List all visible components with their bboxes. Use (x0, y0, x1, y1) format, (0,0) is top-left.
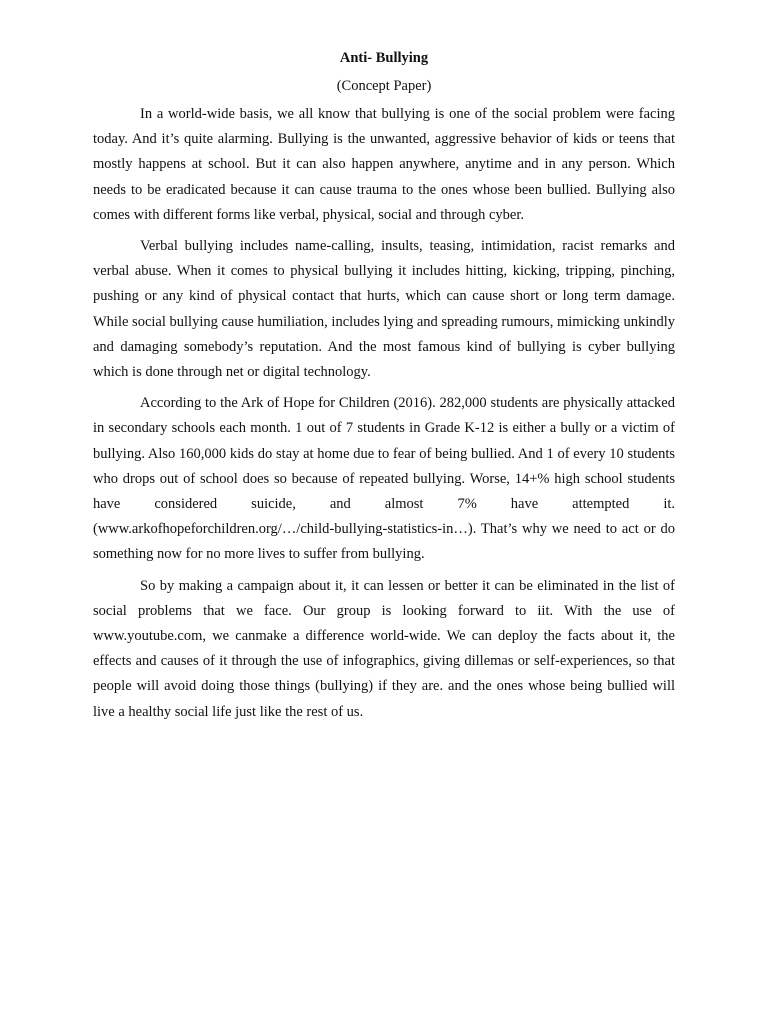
document-subtitle: (Concept Paper) (336, 78, 432, 94)
document-body (93, 48, 675, 731)
paragraph-types-of-bullying: Verbal bullying includes name-calling, insults, teasing, intimidation, racist remarks and verbal abuse. When it comes to physical bullying it includes hitting, kicking, tripping, pinching, pushing or any kind of physical contact that hurts, which can cause short or long term damage. While social bullying cause humiliation, includes lying and spreading rumours, mimicking unkindly and damaging somebody’s reputation. And the most famous kind of bullying is cyber bullying which is done through net or digital technology. (93, 238, 675, 381)
paragraph-introduction: In a world-wide basis, we all know that bullying is one of the social problem were facing today. And it’s quite alarming. Bullying is the unwanted, aggressive behavior of kids or teens that mostly happens at school. But it can also happen anywhere, anytime and in any person. Which needs to be eradicated because it can cause trauma to the ones whose been bullied. Bullying also comes with different forms like verbal, physical, social and through cyber. (93, 106, 675, 223)
paragraph-campaign: So by making a campaign about it, it can lessen or better it can be eliminated in the list of social problems that we face. Our group is looking forward to iit. With the use of www.youtube.com, we canmake a difference world-wide. We can deploy the facts about it, the effects and causes of it through the use of infographics, giving dillemas or self-experiences, so that people will avoid doing those things (bullying) if they are. and the ones whose being bullied will live a healthy social life just like the rest of us. (93, 577, 675, 720)
paragraph-statistics: According to the Ark of Hope for Children (2016). 282,000 students are physically attacked in secondary schools each month. 1 out of 7 students in Grade K-12 is either a bully or a victim of bullying. Also 160,000 kids do stay at home due to fear of being bullied. And 1 of every 10 students who drops out of school does so because of repeated bullying. Worse, 14+% high school students have considered suicide, and almost 7% have attempted it. (www.arkofhopeforchildren.org/…/child-bullying-statistics-in…). That’s why we need to act or do something now for no more lives to suffer from bullying. (93, 395, 675, 563)
document-title: Anti- Bullying (339, 50, 429, 66)
